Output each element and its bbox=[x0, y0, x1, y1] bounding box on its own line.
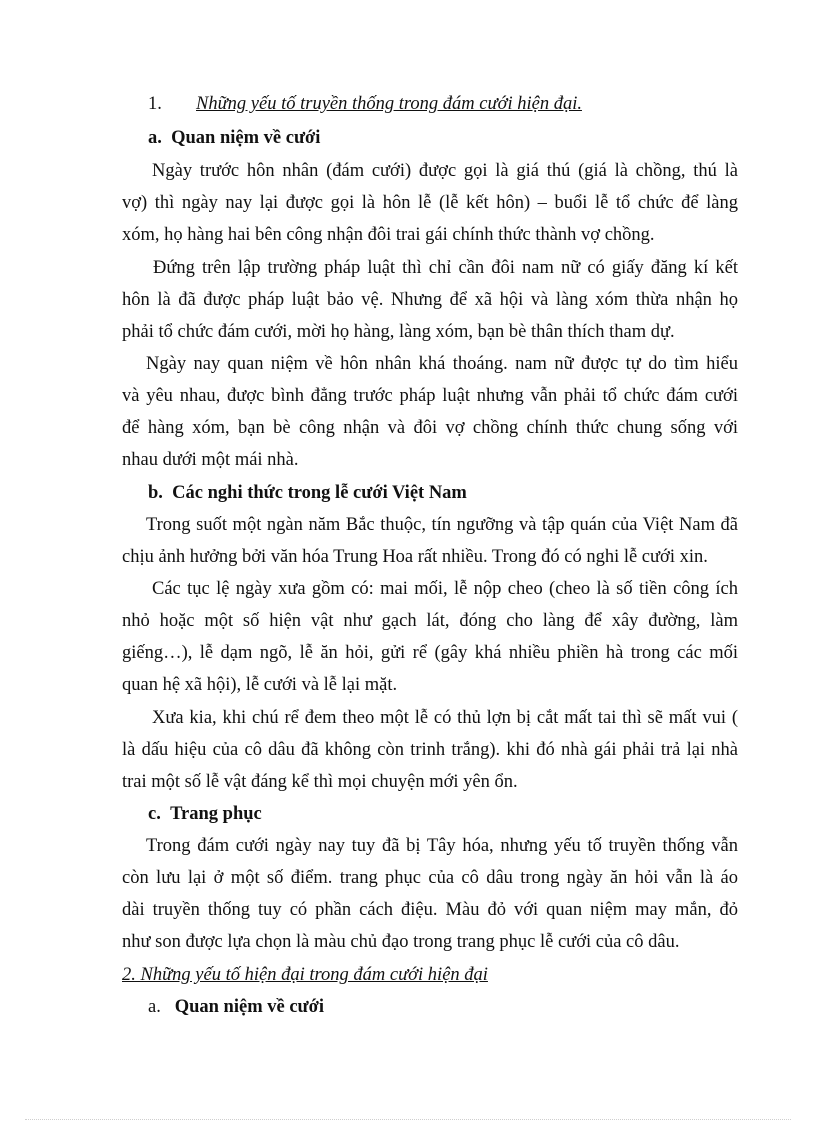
section-1-heading bbox=[148, 88, 648, 121]
subsection-a-label: a. bbox=[148, 128, 162, 148]
paragraph-2-line-1: Đứng trên lập trường pháp luật thì chỉ cần đôi nam nữ có giấy đăng kí kết bbox=[153, 258, 738, 278]
paragraph-5-line-2: nhỏ hoặc một số hiện vật như gạch lát, đóng cho làng để xây đường, làm bbox=[122, 611, 738, 631]
paragraph-1-line-3: xóm, họ hàng hai bên công nhận đôi trai gái chính thức thành vợ chồng. bbox=[122, 225, 655, 245]
paragraph-5-line-3: giếng…), lễ dạm ngõ, lễ ăn hỏi, gửi rể (gây khá nhiều phiền hà trong các mối bbox=[122, 643, 738, 663]
paragraph-1-line-2: vợ) thì ngày nay lại được gọi là hôn lễ (lễ kết hôn) – buổi lễ tổ chức để làng bbox=[122, 193, 738, 213]
subsection-a2-label: a. bbox=[148, 997, 161, 1017]
subsection-a-heading bbox=[148, 122, 548, 155]
paragraph-5-line-4: quan hệ xã hội), lễ cưới và lễ lại mặt. bbox=[122, 675, 398, 695]
paragraph-4-line-2: chịu ảnh hưởng bởi văn hóa Trung Hoa rất nhiều. Trong đó có nghi lễ cưới xin. bbox=[122, 547, 708, 567]
subsection-c-heading bbox=[148, 798, 448, 831]
subsection-a-title: Quan niệm về cưới bbox=[171, 128, 321, 148]
subsection-c-label: c. bbox=[148, 804, 161, 824]
subsection-c-title: Trang phục bbox=[170, 804, 262, 824]
paragraph-7-line-4: như son được lựa chọn là màu chủ đạo trong trang phục lễ cưới của cô dâu. bbox=[122, 932, 680, 952]
paragraph-7-line-2: còn lưu lại ở một số điểm. trang phục của cô dâu trong ngày ăn hỏi vẫn là áo bbox=[122, 868, 738, 888]
subsection-b-label: b. bbox=[148, 483, 163, 503]
paragraph-5-line-1: Các tục lệ ngày xưa gồm có: mai mối, lễ nộp cheo (cheo là số tiền công ích bbox=[152, 579, 738, 599]
subsection-b-title: Các nghi thức trong lễ cưới Việt Nam bbox=[172, 483, 467, 503]
subsection-b-heading bbox=[148, 477, 598, 510]
paragraph-3-line-1: Ngày nay quan niệm về hôn nhân khá thoáng. nam nữ được tự do tìm hiểu bbox=[146, 354, 738, 374]
subsection-a2-heading bbox=[148, 991, 548, 1024]
section-2-heading: 2. Những yếu tố hiện đại trong đám cưới hiện đại bbox=[122, 965, 488, 985]
paragraph-2-line-2: hôn là đã được pháp luật bảo vệ. Nhưng để xã hội và làng xóm thừa nhận họ bbox=[122, 290, 738, 310]
section-1-title: Những yếu tố truyền thống trong đám cưới hiện đại. bbox=[196, 94, 582, 114]
paragraph-3-line-4: nhau dưới một mái nhà. bbox=[122, 450, 299, 470]
paragraph-2-line-3: phải tổ chức đám cưới, mời họ hàng, làng xóm, bạn bè thân thích tham dự. bbox=[122, 322, 675, 342]
paragraph-6-line-2: là dấu hiệu của cô dâu đã không còn trinh trắng). khi đó nhà gái phải trả lại nhà bbox=[122, 740, 738, 760]
paragraph-4-line-1: Trong suốt một ngàn năm Bắc thuộc, tín ngưỡng và tập quán của Việt Nam đã bbox=[146, 515, 738, 535]
paragraph-3-line-2: và yêu nhau, được bình đẳng trước pháp luật nhưng vẫn phải tổ chức đám cưới bbox=[122, 386, 738, 406]
paragraph-1-line-1: Ngày trước hôn nhân (đám cưới) được gọi là giá thú (giá là chồng, thú là bbox=[152, 161, 738, 181]
paragraph-7-line-3: dài truyền thống tuy có phần cách điệu. Màu đỏ với quan niệm may mắn, đỏ bbox=[122, 900, 738, 920]
section-1-number: 1. bbox=[148, 94, 162, 114]
subsection-a2-title: Quan niệm về cưới bbox=[174, 997, 325, 1017]
paragraph-6-line-3: trai một số lễ vật đáng kể thì mọi chuyện mới yên ổn. bbox=[122, 772, 518, 792]
paragraph-6-line-1: Xưa kia, khi chú rể đem theo một lễ có thủ lợn bị cắt mất tai thì sẽ mất vui ( bbox=[152, 708, 738, 728]
page-bottom-divider bbox=[25, 1119, 791, 1120]
paragraph-3-line-3: để hàng xóm, bạn bè công nhận và đôi vợ chồng chính thức chung sống với bbox=[122, 418, 738, 438]
paragraph-7-line-1: Trong đám cưới ngày nay tuy đã bị Tây hóa, nhưng yếu tố truyền thống vẫn bbox=[146, 836, 738, 856]
